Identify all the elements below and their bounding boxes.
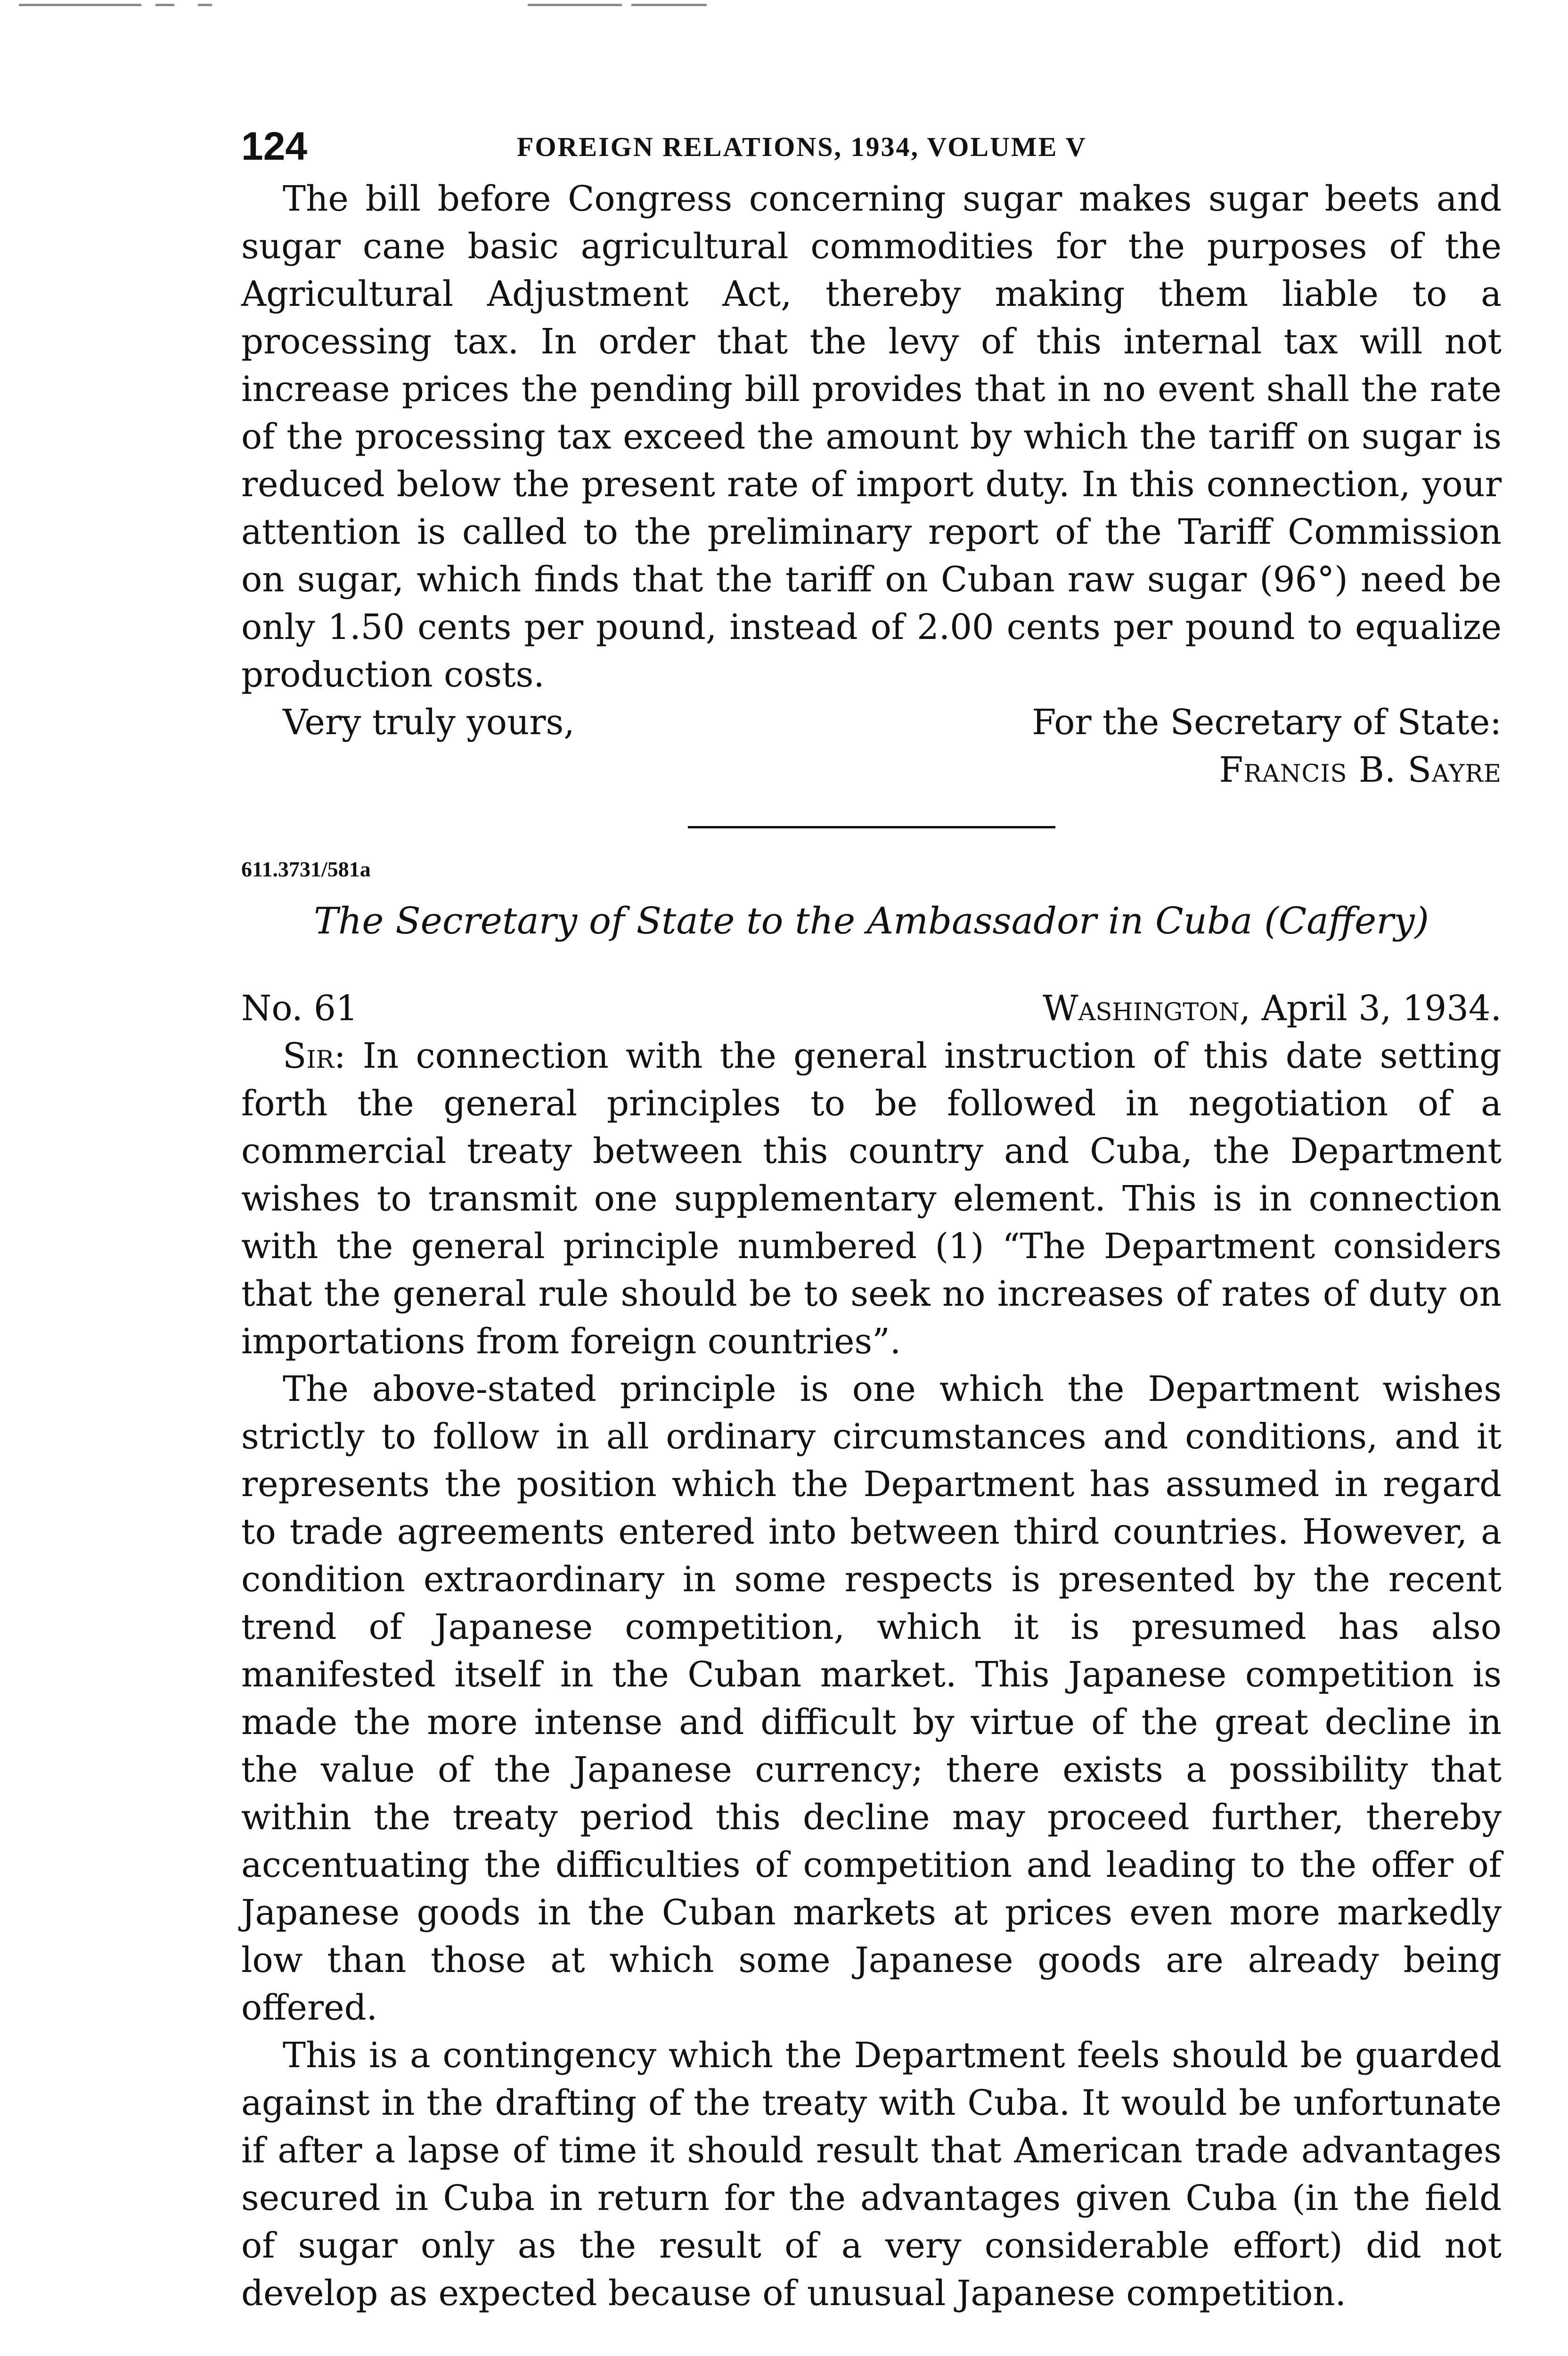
body-paragraph-1-text: : In connection with the general instruction of this date setting forth the general principles to be followed in negotiation of a commercial treaty between this country and Cuba, the Department wishes to transmit one supplementary element. This is in connection with the general principle numbered (1) “The Department considers that the general rule should be to seek no increases of rates of duty on importations from foreign countries”.: [241, 1036, 1502, 1362]
complimentary-close: Very truly yours,: [283, 703, 575, 743]
instruction-number: No. 61: [241, 989, 358, 1029]
document-heading: The Secretary of State to the Ambassador in Cuba (Caffery): [314, 900, 1429, 942]
for-secretary-line: For the Secretary of State:: [1032, 703, 1502, 743]
sugar-bill-paragraph: The bill before Congress concerning sugar makes sugar beets and sugar cane basic agricultural commodities for the purposes of the Agricultural Adjustment Act, thereby making them liable to a processing tax. In order that the levy of this internal tax will not increase prices the pending bill provides that in no event shall the rate of the processing tax exceed the amount by which the tariff on sugar is reduced below the present rate of import duty. In this connection, your attention is called to the preliminary report of the Tariff Commission on sugar, which finds that the tariff on Cuban raw sugar (96°) need be only 1.50 cents per pound, instead of 2.00 cents per pound to equalize production costs.: [241, 179, 1502, 695]
scan-edge-marks: [0, 0, 777, 11]
signature: Francis B. Sayre: [1219, 750, 1502, 790]
body-paragraph-2: The above-stated principle is one which the Department wishes strictly to follow in all ordinary circumstances and conditions, and it represents the position which the Department has assumed in regard to trade agreements entered into between third countries. However, a condition extraordinary in some respects is presented by the recent trend of Japanese competition, which it is presumed has also manifested itself in the Cuban market. This Japanese competition is made the more intense and difficult by virtue of the great decline in the value of the Japanese currency; there exists a possibility that within the treaty period this decline may proceed further, thereby accentuating the difficulties of competition and leading to the offer of Japanese goods in the Cuban markets at prices even more markedly low than those at which some Japanese goods are already being offered.: [241, 1369, 1502, 2028]
place-and-date: [1043, 985, 1502, 1032]
date: , April 3, 1934.: [1239, 989, 1502, 1029]
letter-closing: [241, 699, 1502, 807]
file-number: 611.3731/581a: [241, 857, 371, 881]
body-paragraph-1: [241, 1032, 1502, 1366]
section-divider: [688, 826, 1055, 828]
running-head: [241, 123, 1502, 175]
place: Washington: [1042, 989, 1240, 1029]
dateline: [241, 985, 1502, 1032]
page-number: 124: [241, 124, 308, 168]
body-paragraph-3: This is a contingency which the Department feels should be guarded against in the drafting of the treaty with Cuba. It would be unfortunate if after a lapse of time it should result that American trade advantages secured in Cuba in return for the advantages given Cuba (in the field of sugar only as the result of a very considerable effort) did not develop as expected because of unusual Japanese competition.: [241, 2036, 1502, 2314]
salutation: Sir: [283, 1036, 334, 1076]
page-content: [241, 123, 1502, 2317]
running-title: FOREIGN RELATIONS, 1934, VOLUME V: [517, 131, 1087, 162]
